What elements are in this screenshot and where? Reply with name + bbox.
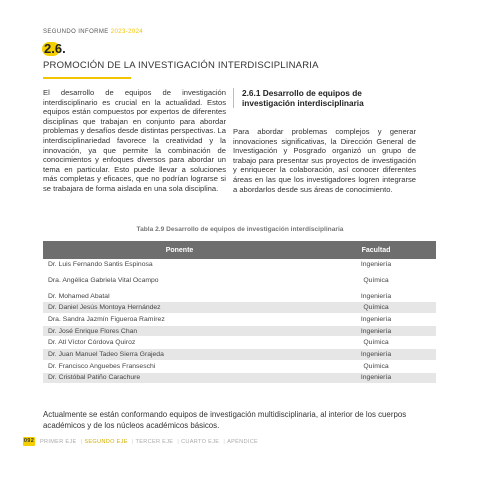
subsection-paragraph: Para abordar problemas complejos y generar innovaciones significativas, la Dirección General de Investigación y Posgrado organizó un grupo de trabajo para presentar sus proyectos de investigación y enriquecer la colaboración, así conocer diferentes áreas en las que los investigadores logren integrarse a abordarlos desde sus áreas de conocimiento. — [233, 127, 416, 194]
facultad-cell: Ingeniería — [316, 259, 436, 270]
ponente-cell: Dra. Sandra Jazmín Figueroa Ramírez — [43, 314, 316, 326]
section-underline — [43, 77, 131, 79]
table-row — [43, 259, 436, 270]
footer-nav-tercer-eje[interactable]: TERCER EJE — [135, 438, 174, 445]
intro-paragraph: El desarrollo de equipos de investigación interdisciplinario es crucial en la actualidad. Estos equipos están compuestos por expertos de diferentes disciplinas que trabajan en conjunto para abordar problemas y desafíos desde distintas perspectivas. La interdisciplinariedad favorece la creatividad y la innovación, ya que permite la combinación de conocimientos y enfoques diversos para abordar un tema en particular. Esto puede llevar a soluciones más completas y eficaces, que no podrían lograrse si se trabajara de forma aislada en una sola disciplina. — [43, 88, 226, 193]
facultad-cell: Química — [316, 270, 436, 290]
report-header — [43, 29, 143, 35]
table-row — [43, 270, 436, 290]
ponente-cell: Dr. Cristóbal Patiño Carachure — [43, 372, 316, 384]
facultad-cell: Química — [316, 360, 436, 372]
footer-separator: | — [223, 438, 226, 445]
facultad-cell: Ingeniería — [316, 314, 436, 326]
report-header-years: 2023-2024 — [110, 29, 144, 35]
table-row — [43, 372, 436, 384]
researchers-table — [43, 241, 436, 384]
facultad-cell: Ingeniería — [316, 290, 436, 302]
page-footer — [23, 437, 260, 446]
footer-separator: | — [177, 438, 180, 445]
section-title: PROMOCIÓN DE LA INVESTIGACIÓN INTERDISCIPLINARIA — [43, 60, 319, 71]
footer-separator: | — [80, 438, 83, 445]
page-number: 092 — [23, 438, 35, 444]
report-header-label: SEGUNDO INFORME — [43, 29, 109, 35]
facultad-cell: Química — [316, 302, 436, 314]
footer-nav-primer-eje[interactable]: PRIMER EJE — [40, 438, 77, 445]
table-row — [43, 337, 436, 349]
table-header-row — [43, 241, 436, 259]
footer-separator: | — [131, 438, 134, 445]
ponente-cell: Dr. Juan Manuel Tadeo Sierra Grajeda — [43, 349, 316, 361]
closing-paragraph: Actualmente se están conformando equipos de investigación multidisciplinaria, al interior de los cuerpos académicos y de los núcleos académicos básicos. — [43, 410, 407, 430]
table-caption: Tabla 2.9 Desarrollo de equipos de investigación interdisciplinaria — [136, 226, 344, 233]
table-row — [43, 302, 436, 314]
subsection-title: 2.6.1 Desarrollo de equipos de investigación interdisciplinaria — [233, 88, 417, 108]
facultad-cell: Ingeniería — [316, 325, 436, 337]
ponente-cell: Dr. Luis Fernando Santis Espinosa — [43, 259, 316, 270]
ponente-cell: Dr. Mohamed Abatal — [43, 290, 316, 302]
section-number: 2.6. — [44, 41, 66, 56]
footer-nav-segundo-eje[interactable]: SEGUNDO EJE — [84, 438, 128, 445]
ponente-cell: Dra. Angélica Gabriela Vital Ocampo — [43, 270, 316, 290]
ponente-cell: Dr. Daniel Jesús Montoya Hernández — [43, 302, 316, 314]
table-row — [43, 290, 436, 302]
table-row — [43, 325, 436, 337]
footer-nav-cuarto-eje[interactable]: CUARTO EJE — [181, 438, 220, 445]
ponente-cell: Dr. Atl Víctor Córdova Quiroz — [43, 337, 316, 349]
footer-nav-apendice[interactable]: APÉNDICE — [227, 438, 259, 445]
facultad-cell: Química — [316, 337, 436, 349]
table-row — [43, 349, 436, 361]
ponente-cell: Dr. Francisco Anguebes Franseschi — [43, 360, 316, 372]
header-facultad: Facultad — [316, 241, 436, 259]
header-ponente: Ponente — [43, 241, 316, 259]
ponente-cell: Dr. José Enrique Flores Chan — [43, 325, 316, 337]
facultad-cell: Ingeniería — [316, 349, 436, 361]
table-row — [43, 360, 436, 372]
table-row — [43, 314, 436, 326]
facultad-cell: Ingeniería — [316, 372, 436, 384]
